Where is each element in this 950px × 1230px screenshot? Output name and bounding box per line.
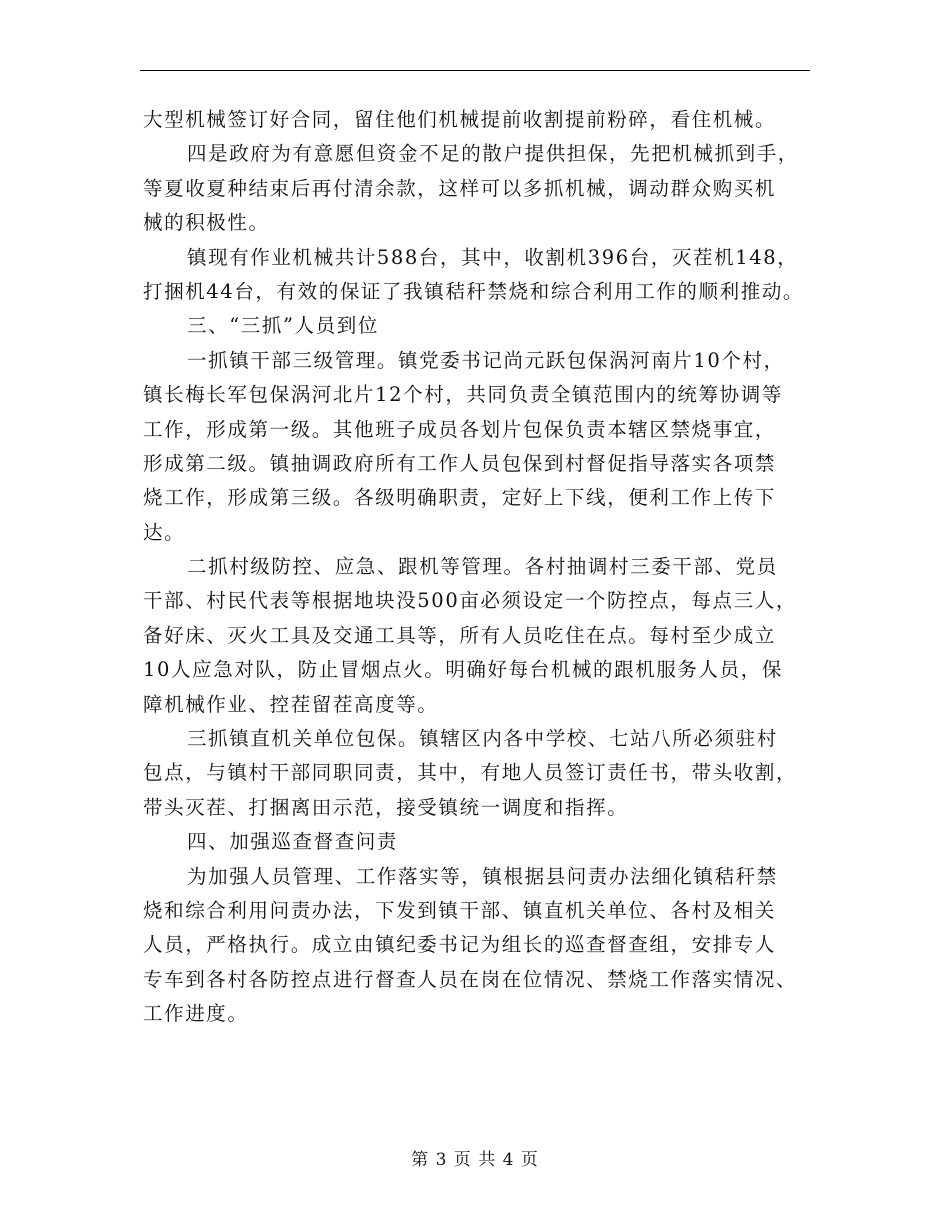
header-rule — [140, 70, 810, 71]
text-line: 械的积极性。 — [143, 211, 270, 235]
text-line: 干部、村民代表等根据地块没500亩必须设定一个防控点，每点三人， — [143, 589, 797, 613]
paragraph-start-line: 一抓镇干部三级管理。镇党委书记尚元跃包保涡河南片10个村， — [187, 348, 785, 372]
text-line: 形成第二级。镇抽调政府所有工作人员包保到村督促指导落实各项禁 — [143, 451, 777, 475]
text-line: 工作进度。 — [143, 1002, 249, 1026]
text-line: 备好床、灭火工具及交通工具等，所有人员吃住在点。每村至少成立 — [143, 623, 777, 647]
paragraph-start-line: 三抓镇直机关单位包保。镇辖区内各中学校、七站八所必须驻村 — [187, 727, 778, 751]
text-line: 大型机械签订好合同，留住他们机械提前收割提前粉碎，看住机械。 — [143, 108, 777, 131]
text-line: 达。 — [143, 520, 186, 544]
text-line: 人员，严格执行。成立由镇纪委书记为组长的巡查督查组，安排专人 — [143, 933, 777, 957]
paragraph-start-line: 为加强人员管理、工作落实等，镇根据县问责办法细化镇秸秆禁 — [187, 864, 778, 888]
text-line: 障机械作业、控茬留茬高度等。 — [143, 692, 439, 716]
section-heading: 三、“三抓”人员到位 — [187, 314, 379, 338]
text-line: 镇长梅长军包保涡河北片12个村，共同负责全镇范围内的统筹协调等 — [143, 383, 783, 407]
document-body — [143, 103, 810, 1032]
text-line: 带头灭茬、打捆离田示范，接受镇统一调度和指挥。 — [143, 795, 629, 819]
text-line: 10人应急对队，防止冒烟点火。明确好每台机械的跟机服务人员，保 — [143, 658, 783, 682]
text-line: 打捆机44台，有效的保证了我镇秸秆禁烧和综合利用工作的顺利推动。 — [143, 279, 805, 303]
paragraph-start-line: 二抓村级防控、应急、跟机等管理。各村抽调村三委干部、党员 — [187, 555, 778, 579]
paragraph-start-line: 四是政府为有意愿但资金不足的散户提供担保，先把机械抓到手， — [187, 142, 799, 166]
text-line: 工作，形成第一级。其他班子成员各划片包保负责本辖区禁烧事宜， — [143, 417, 777, 441]
text-line: 包点，与镇村干部同职同责，其中，有地人员签订责任书，带头收割， — [143, 761, 798, 785]
section-heading: 四、加强巡查督查问责 — [187, 830, 399, 854]
text-line: 烧工作，形成第三级。各级明确职责，定好上下线，便利工作上传下 — [143, 486, 777, 510]
text-line: 烧和综合利用问责办法，下发到镇干部、镇直机关单位、各村及相关 — [143, 898, 777, 922]
text-line: 专车到各村各防控点进行督查人员在岗在位情况、禁烧工作落实情况、 — [143, 967, 798, 991]
text-line: 等夏收夏种结束后再付清余款，这样可以多抓机械，调动群众购买机 — [143, 176, 777, 200]
page-number-footer: 第 3 页 共 4 页 — [411, 1150, 539, 1170]
paragraph-start-line: 镇现有作业机械共计588台，其中，收割机396台，灭茬机148， — [187, 245, 799, 269]
